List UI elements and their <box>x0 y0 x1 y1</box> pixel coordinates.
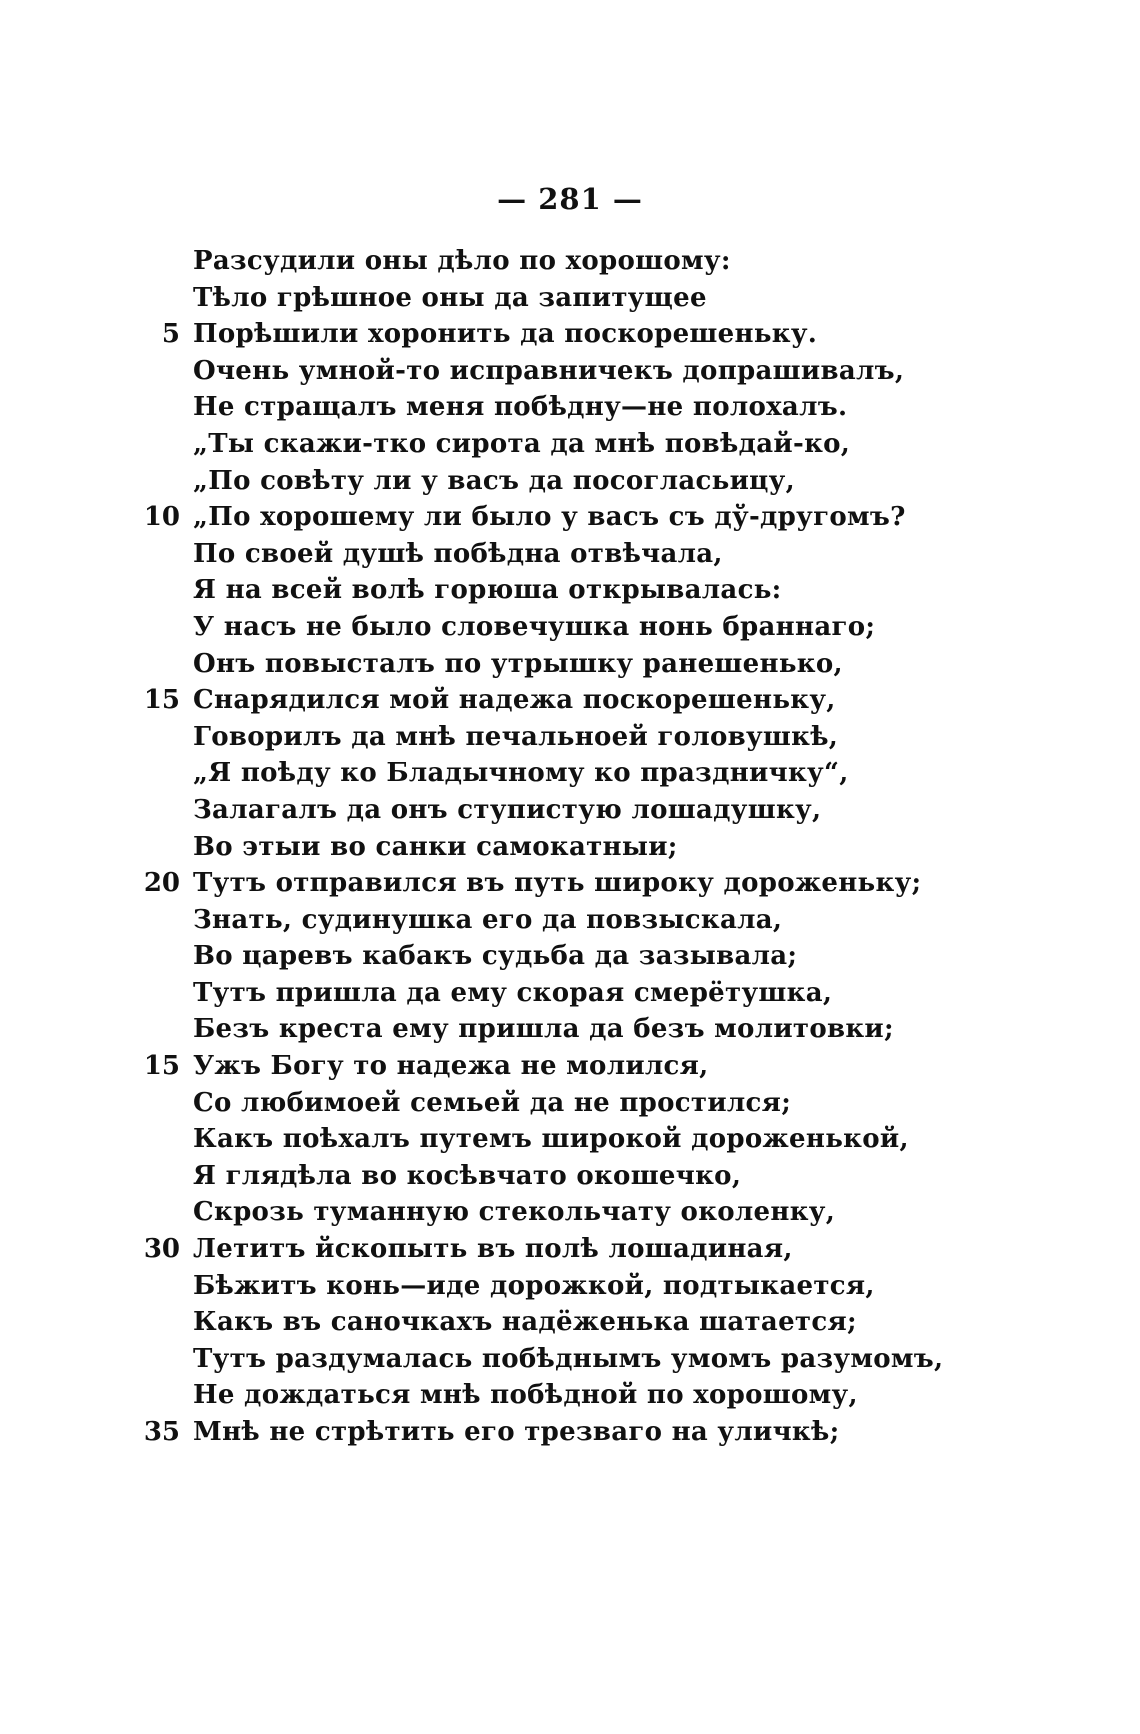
poem-line <box>0 646 1140 683</box>
line-text: Я на всей волѣ горюша открывалась: <box>193 575 782 606</box>
poem-line <box>0 536 1140 573</box>
poem-line <box>0 865 1140 902</box>
line-text: Какъ въ саночкахъ надёженька шатается; <box>193 1307 857 1338</box>
line-text: Летитъ йскопыть въ полѣ лошадиная, <box>193 1234 793 1265</box>
line-number: 35 <box>143 1417 180 1447</box>
line-text: Я глядѣла во косѣвчато окошечко, <box>193 1160 742 1191</box>
poem-line <box>0 316 1140 353</box>
poem-line <box>0 1011 1140 1048</box>
line-text: Не стращалъ меня побѣдну—не полохалъ. <box>193 392 848 423</box>
line-text: Говорилъ да мнѣ печальноей головушкѣ, <box>193 721 839 752</box>
poem-line <box>0 1414 1140 1451</box>
poem-line <box>0 902 1140 939</box>
poem-line <box>0 1377 1140 1414</box>
poem-line <box>0 426 1140 463</box>
poem-line <box>0 682 1140 719</box>
poem-line <box>0 463 1140 500</box>
poem-line <box>0 792 1140 829</box>
line-number: 15 <box>143 1051 180 1082</box>
line-text: Во этыи во санки самокатныи; <box>193 831 678 862</box>
poem-line <box>0 1341 1140 1378</box>
page-number: — 281 — <box>497 182 643 216</box>
poem-line <box>0 829 1140 866</box>
line-text: „Я поѣду ко Бладычному ко праздничку“, <box>193 758 849 789</box>
poem-line <box>0 1085 1140 1122</box>
line-text: Бѣжитъ конь—иде дорожкой, подтыкается, <box>193 1270 875 1301</box>
line-number: 10 <box>143 502 180 533</box>
line-text: Порѣшили хоронить да поскорешеньку. <box>193 319 818 350</box>
line-text: Тутъ раздумалась побѣднымъ умомъ разумомъ, <box>193 1343 944 1374</box>
poem-line <box>0 1231 1140 1268</box>
poem-line <box>0 353 1140 390</box>
poem-line <box>0 1048 1140 1085</box>
poem-line <box>0 389 1140 426</box>
line-number: 30 <box>143 1234 180 1265</box>
poem-body <box>0 243 1140 1451</box>
poem-line <box>0 719 1140 756</box>
poem-line <box>0 280 1140 317</box>
line-text: Знать, судинушка его да повзыскала, <box>193 904 783 935</box>
line-text: Ужъ Богу то надежа не молился, <box>193 1051 709 1082</box>
line-text: У насъ не было словечушка нонь браннаго; <box>193 611 876 642</box>
line-text: По своей душѣ побѣдна отвѣчала, <box>193 538 723 569</box>
line-number: 15 <box>143 685 180 716</box>
poem-line <box>0 1194 1140 1231</box>
poem-line <box>0 572 1140 609</box>
line-text: Очень умной-то исправничекъ допрашивалъ, <box>193 355 905 386</box>
line-text: Не дождаться мнѣ побѣдной по хорошому, <box>193 1380 858 1411</box>
line-text: Онъ повысталъ по утрышку ранешенько, <box>193 648 843 679</box>
line-text: Разсудили оны дѣло по хорошому: <box>193 246 731 276</box>
line-text: „Ты скажи-тко сирота да мнѣ повѣдай-ко, <box>193 428 851 459</box>
line-text: „По совѣту ли у васъ да посогласьицу, <box>193 465 795 496</box>
line-text: Безъ креста ему пришла да безъ молитовки; <box>193 1014 894 1045</box>
line-text: Тутъ пришла да ему скорая смерётушка, <box>193 977 833 1008</box>
line-text: Какъ поѣхалъ путемъ широкой дороженькой, <box>193 1124 909 1155</box>
line-text: Тѣло грѣшное оны да запитущее <box>193 282 707 313</box>
poem-line <box>0 755 1140 792</box>
line-text: Мнѣ не стрѣтить его трезваго на уличкѣ; <box>193 1417 840 1447</box>
poem-line <box>0 243 1140 280</box>
line-text: Залагалъ да онъ ступистую лошадушку, <box>193 794 822 825</box>
line-text: Со любимоей семьей да не простился; <box>193 1087 792 1118</box>
poem-line <box>0 1158 1140 1195</box>
poem-line <box>0 938 1140 975</box>
line-text: Во царевъ кабакъ судьба да зазывала; <box>193 941 798 972</box>
line-text: Снарядился мой надежа поскорешеньку, <box>193 685 836 716</box>
poem-line <box>0 1304 1140 1341</box>
poem-line <box>0 975 1140 1012</box>
poem-line <box>0 1268 1140 1305</box>
poem-line <box>0 499 1140 536</box>
line-text: Тутъ отправился въ путь широку дороженьку; <box>193 868 922 899</box>
line-number: 5 <box>161 319 180 350</box>
line-number: 20 <box>143 868 180 899</box>
poem-line <box>0 609 1140 646</box>
line-text: „По хорошему ли было у васъ съ дў-другомъ? <box>193 502 906 533</box>
line-text: Скрозь туманную стекольчату околенку, <box>193 1197 836 1228</box>
poem-line <box>0 1121 1140 1158</box>
